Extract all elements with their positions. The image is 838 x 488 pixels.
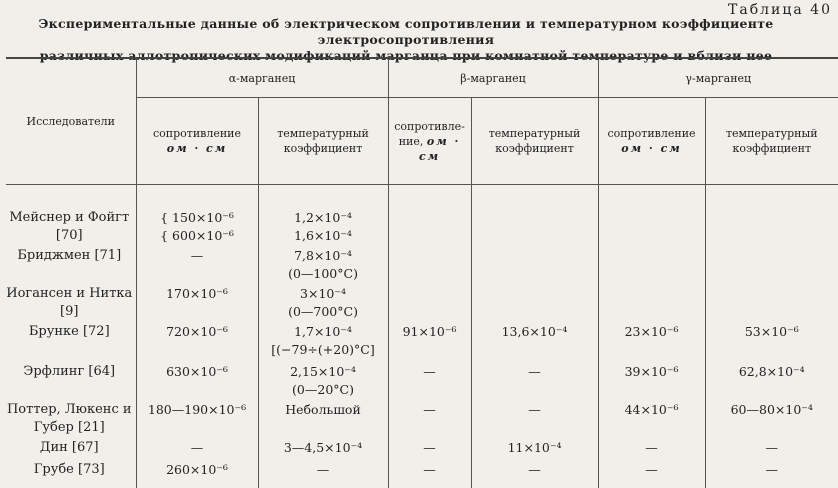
alpha-resistance-cell: 630×10⁻⁶ — [136, 362, 258, 400]
table-row — [6, 185, 838, 247]
beta-tempcoeff-cell: — — [471, 362, 598, 400]
beta-resistance-cell — [388, 246, 471, 284]
header-beta: β-марганец — [388, 58, 598, 98]
beta-resistance-cell — [388, 284, 471, 322]
gamma-resistance-cell: 39×10⁻⁶ — [598, 362, 705, 400]
gamma-tempcoeff-cell: — — [705, 438, 838, 460]
beta-tempcoeff-cell: 11×10⁻⁴ — [471, 438, 598, 460]
beta-tempcoeff-cell — [471, 185, 598, 247]
beta-resistance-cell: — — [388, 438, 471, 460]
alpha-tempcoeff-cell: Небольшой — [258, 400, 388, 438]
header-researchers: Исследователи — [6, 58, 136, 185]
alpha-tempcoeff-cell: 1,7×10⁻⁴ [(−79÷(+20)°С] — [258, 322, 388, 362]
header-gamma-tempcoeff: температурный коэффициент — [705, 98, 838, 185]
data-table — [6, 57, 838, 488]
header-gamma-resistance — [598, 98, 705, 185]
resistance-label: сопротивление — [152, 127, 242, 140]
table-number: Таблица 40 — [728, 2, 832, 18]
header-alpha-tempcoeff: температурный коэффициент — [258, 98, 388, 185]
researcher-cell: Дин [67] — [39, 440, 99, 455]
researcher-cell: Эрфлинг [64] — [23, 364, 116, 379]
beta-resistance-cell: 91×10⁻⁶ — [388, 322, 471, 362]
unit-label: ом · см — [418, 134, 461, 163]
caption-line-1: Экспериментальные данные об электрическом сопротивлении и температурном коэффициенте электросопротивления — [38, 16, 774, 47]
gamma-tempcoeff-cell — [705, 246, 838, 284]
table-row — [6, 284, 838, 322]
alpha-tempcoeff-cell: — — [258, 460, 388, 488]
table-row — [6, 460, 838, 488]
gamma-tempcoeff-cell — [705, 185, 838, 247]
alpha-resistance-cell: — — [136, 246, 258, 284]
gamma-tempcoeff-cell: 53×10⁻⁶ — [705, 322, 838, 362]
beta-tempcoeff-cell — [471, 284, 598, 322]
alpha-tempcoeff-cell: 2,15×10⁻⁴ (0—20°С) — [258, 362, 388, 400]
table-row — [6, 438, 838, 460]
header-alpha: α-марганец — [136, 58, 388, 98]
gamma-resistance-cell: — — [598, 460, 705, 488]
researcher-cell: Бриджмен [71] — [17, 248, 122, 263]
gamma-resistance-cell — [598, 246, 705, 284]
resistance-label: сопротивление — [607, 127, 696, 140]
alpha-resistance-cell: 260×10⁻⁶ — [136, 460, 258, 488]
beta-tempcoeff-cell: — — [471, 400, 598, 438]
beta-tempcoeff-cell: — — [471, 460, 598, 488]
header-alpha-resistance — [136, 98, 258, 185]
gamma-tempcoeff-cell — [705, 284, 838, 322]
researcher-cell: Поттер, Люкенс и Губер [21] — [6, 402, 132, 435]
alpha-resistance-cell: — — [136, 438, 258, 460]
table-row — [6, 400, 838, 438]
beta-tempcoeff-cell — [471, 246, 598, 284]
beta-resistance-cell: — — [388, 460, 471, 488]
researcher-cell: Иогансен и Нитка [9] — [6, 286, 133, 319]
alpha-tempcoeff-cell: 3—4,5×10⁻⁴ — [258, 438, 388, 460]
unit-label: ом · см — [621, 142, 682, 155]
alpha-tempcoeff-cell: 3×10⁻⁴ (0—700°С) — [258, 284, 388, 322]
gamma-resistance-cell: — — [598, 438, 705, 460]
resistance-label-beta: сопротивле-ние, — [394, 119, 465, 148]
researcher-cell: Грубе [73] — [33, 462, 105, 477]
beta-resistance-cell — [388, 185, 471, 247]
alpha-resistance-cell: 720×10⁻⁶ — [136, 322, 258, 362]
unit-label: ом · см — [166, 142, 228, 155]
gamma-resistance-cell — [598, 185, 705, 247]
beta-tempcoeff-cell: 13,6×10⁻⁴ — [471, 322, 598, 362]
gamma-resistance-cell — [598, 284, 705, 322]
alpha-resistance-cell: 170×10⁻⁶ — [136, 284, 258, 322]
gamma-tempcoeff-cell: 62,8×10⁻⁴ — [705, 362, 838, 400]
gamma-tempcoeff-cell: — — [705, 460, 838, 488]
gamma-resistance-cell: 44×10⁻⁶ — [598, 400, 705, 438]
gamma-tempcoeff-cell: 60—80×10⁻⁴ — [705, 400, 838, 438]
beta-resistance-cell: — — [388, 400, 471, 438]
researcher-cell: Мейснер и Фойгт [70] — [9, 210, 130, 243]
beta-resistance-cell: — — [388, 362, 471, 400]
table-row — [6, 246, 838, 284]
caption-line-2: различных аллотропических модификаций марганца при комнатной температуре и вблизи нее — [39, 48, 773, 63]
gamma-resistance-cell: 23×10⁻⁶ — [598, 322, 705, 362]
table-row — [6, 362, 838, 400]
alpha-tempcoeff-cell: 7,8×10⁻⁴ (0—100°С) — [258, 246, 388, 284]
header-beta-tempcoeff: температурный коэффициент — [471, 98, 598, 185]
alpha-resistance-cell: 180—190×10⁻⁶ — [136, 400, 258, 438]
header-gamma: γ-марганец — [598, 58, 838, 98]
table-row — [6, 322, 838, 362]
header-beta-resistance — [388, 98, 471, 185]
alpha-resistance-cell: { 150×10⁻⁶ { 600×10⁻⁶ — [136, 185, 258, 247]
alpha-tempcoeff-cell: 1,2×10⁻⁴ 1,6×10⁻⁴ — [258, 185, 388, 247]
researcher-cell: Брунке [72] — [28, 324, 110, 339]
